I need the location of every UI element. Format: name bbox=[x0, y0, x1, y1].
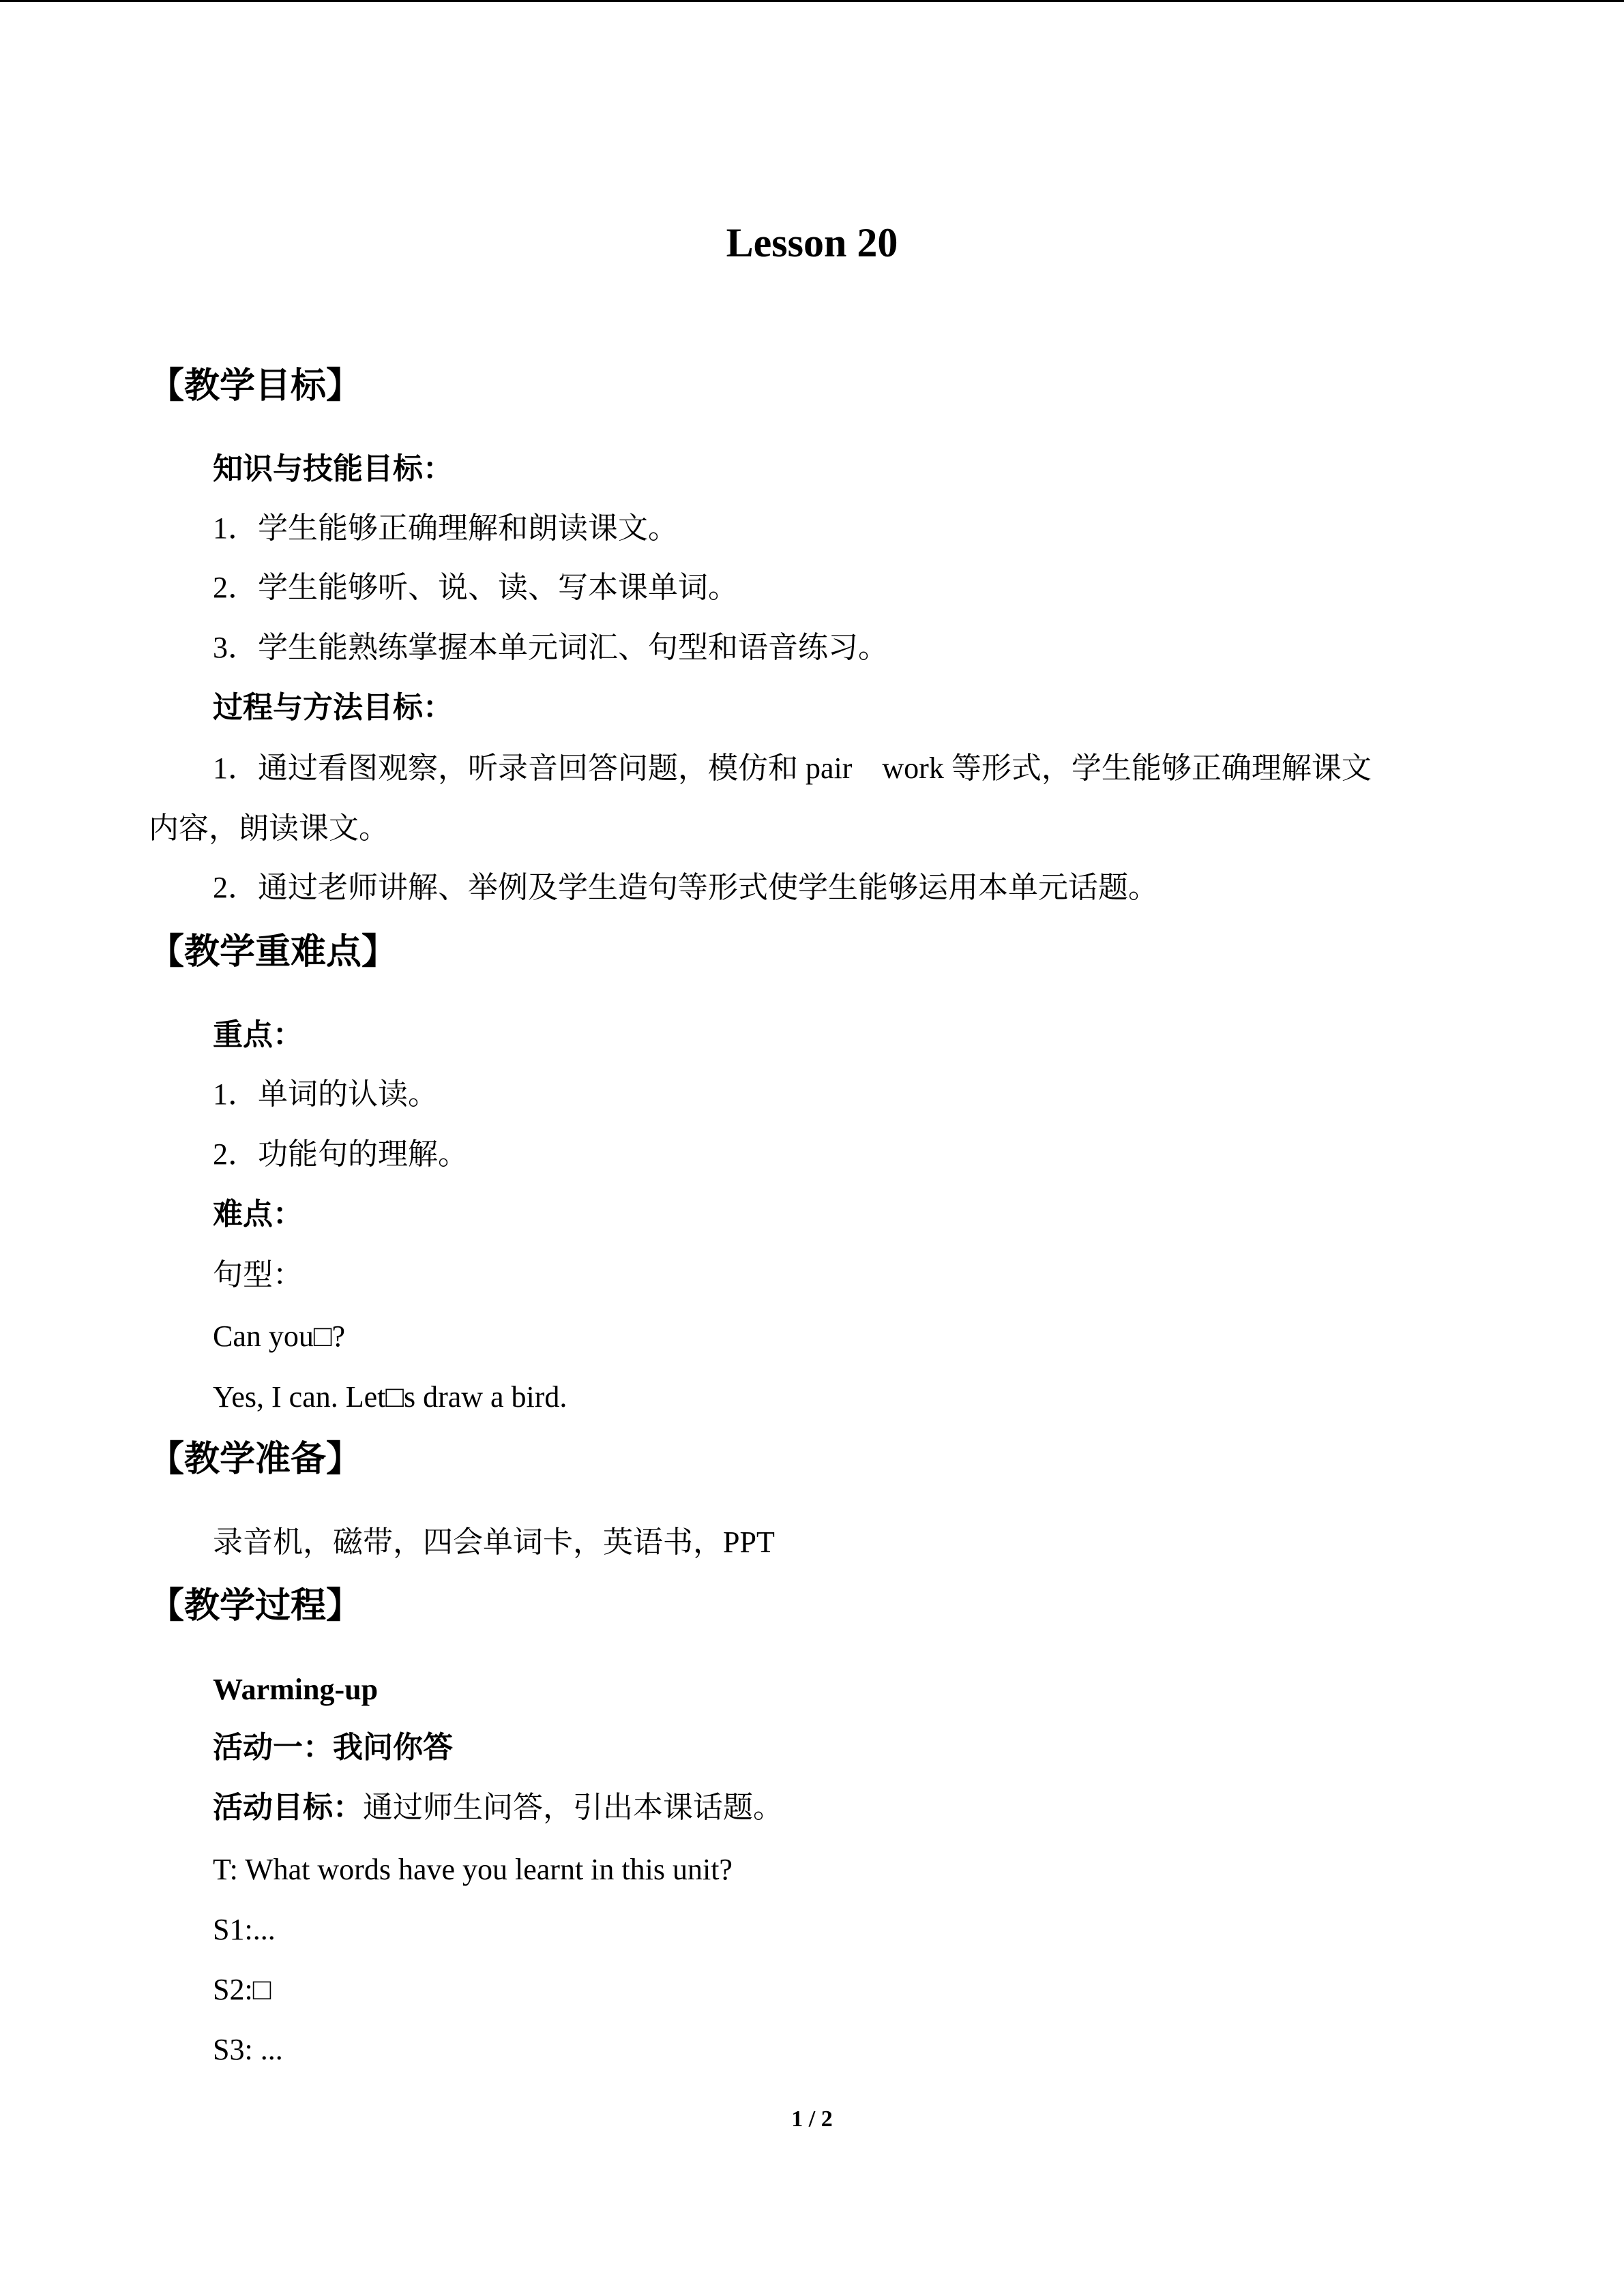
activity-title: 活动一：我问你答 bbox=[213, 1731, 453, 1764]
pattern-line: Yes, I can. Let□s draw a bird. bbox=[213, 1380, 567, 1414]
dialogue-line: S1:... bbox=[213, 1913, 276, 1946]
section-heading-process: 【教学过程】 bbox=[149, 1587, 362, 1626]
process-goal-item: 2．通过老师讲解、举例及学生造句等形式使学生能够运用本单元话题。 bbox=[213, 871, 1158, 904]
process-goal-heading: 过程与方法目标： bbox=[213, 691, 453, 724]
focus-heading: 重点： bbox=[213, 1018, 303, 1052]
section-heading-objectives: 【教学目标】 bbox=[149, 367, 362, 406]
process-goal-item: 1．通过看图观察，听录音回答问题，模仿和 pair work 等形式，学生能够正确理解课文 bbox=[213, 751, 1372, 785]
knowledge-item: 1．学生能够正确理解和朗读课文。 bbox=[213, 511, 678, 545]
dialogue-line: S3: ... bbox=[213, 2033, 283, 2066]
preparation-text: 录音机，磁带，四会单词卡，英语书，PPT bbox=[213, 1525, 775, 1559]
section-heading-preparation: 【教学准备】 bbox=[149, 1440, 362, 1479]
focus-item: 2．功能句的理解。 bbox=[213, 1137, 468, 1171]
focus-item: 1．单词的认读。 bbox=[213, 1077, 438, 1111]
section-heading-key-points: 【教学重难点】 bbox=[149, 933, 398, 972]
pattern-line: Can you□? bbox=[213, 1320, 345, 1353]
knowledge-item: 3．学生能熟练掌握本单元词汇、句型和语音练习。 bbox=[213, 631, 888, 664]
page-number: 1 / 2 bbox=[791, 2106, 833, 2132]
activity-goal-label: 活动目标： bbox=[213, 1791, 363, 1824]
dialogue-line: T: What words have you learnt in this unit? bbox=[213, 1853, 733, 1886]
pattern-label: 句型： bbox=[213, 1258, 303, 1292]
page-title: Lesson 20 bbox=[726, 220, 898, 265]
knowledge-item: 2．学生能够听、说、读、写本课单词。 bbox=[213, 571, 738, 604]
difficulty-heading: 难点： bbox=[213, 1197, 303, 1231]
top-border-rule bbox=[0, 0, 1624, 2]
activity-goal bbox=[213, 1787, 783, 1828]
knowledge-heading: 知识与技能目标： bbox=[213, 452, 453, 486]
activity-goal-text: 通过师生问答，引出本课话题。 bbox=[363, 1791, 783, 1824]
dialogue-line: S2:□ bbox=[213, 1973, 271, 2006]
process-goal-item-continuation: 内容，朗读课文。 bbox=[149, 811, 389, 845]
stage-title: Warming-up bbox=[213, 1673, 379, 1706]
